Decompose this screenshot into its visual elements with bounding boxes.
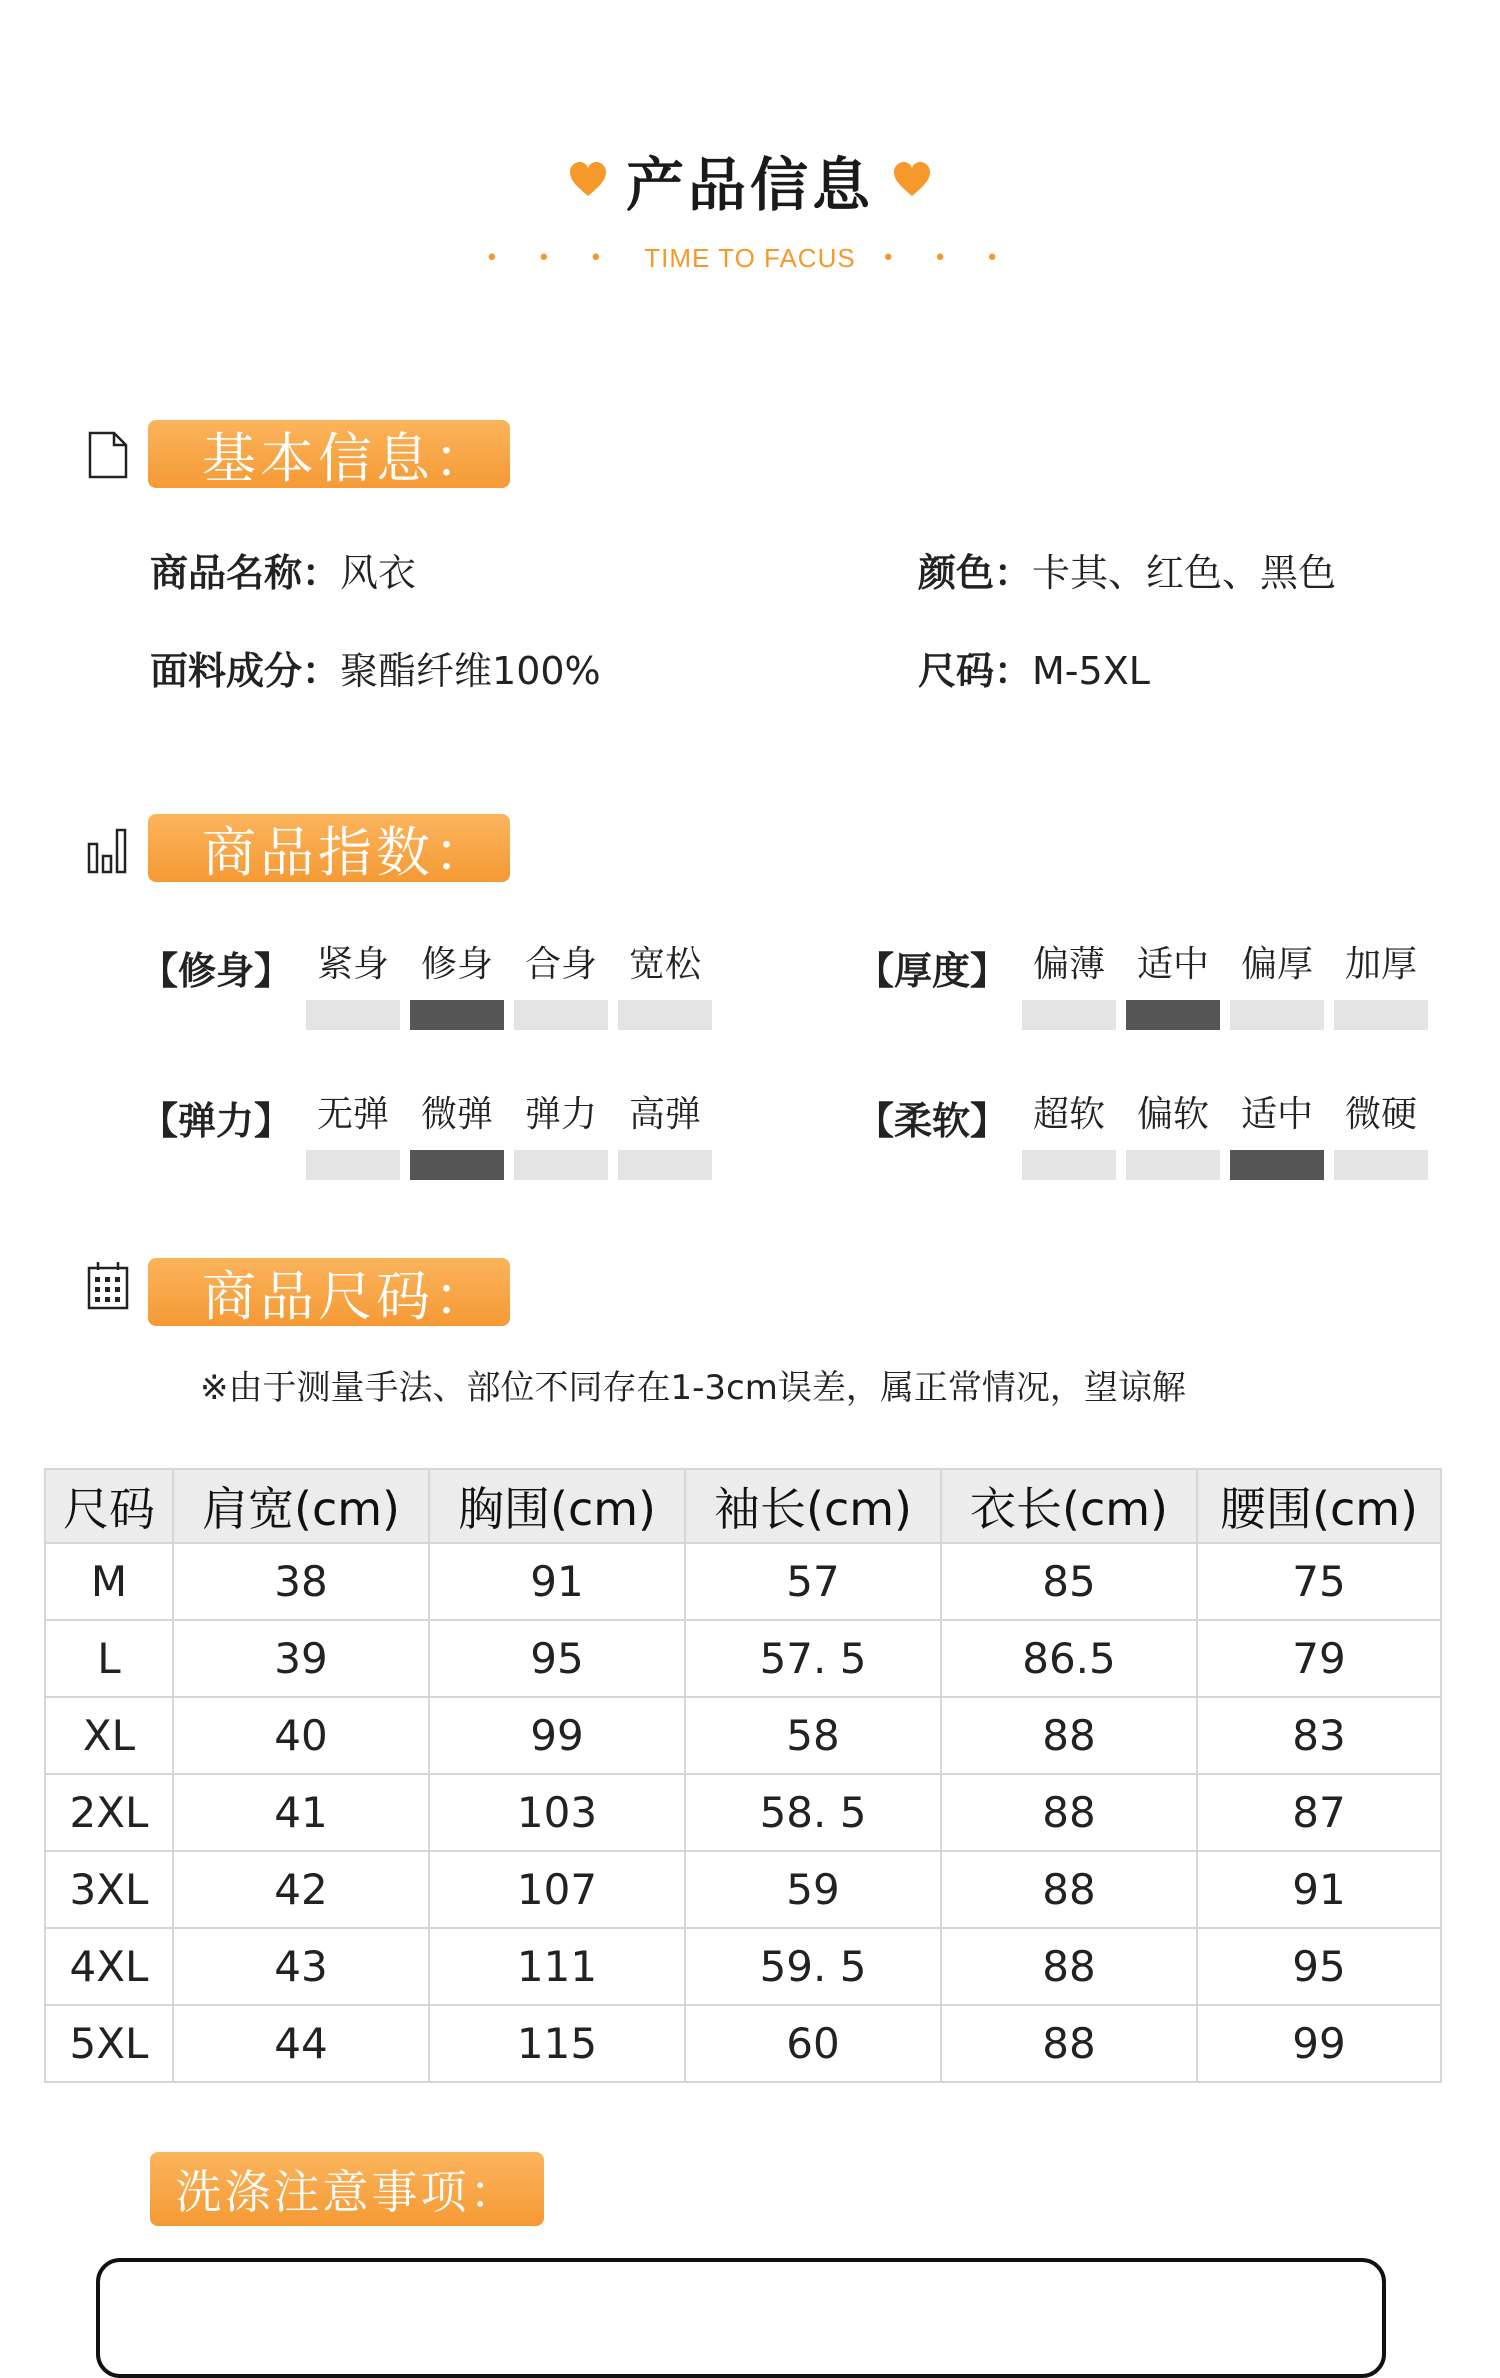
size-table-header-cell: 肩宽(cm) [173,1469,429,1543]
size-cell: 2XL [45,1774,173,1851]
index-option: 超软 [1032,1094,1105,1135]
index-bar-selected [1230,1150,1324,1180]
size-table-header [45,1469,1441,1543]
product-size-range [918,640,1150,695]
table-row [45,1620,1441,1697]
measurement-cell: 115 [429,2005,685,2082]
heart-icon [892,160,932,200]
section-title-index: 商品指数： [148,814,510,882]
index-option: 无弹 [316,1094,389,1135]
measurement-cell: 59 [685,1851,941,1928]
size-table-header-cell: 尺码 [45,1469,173,1543]
index-bar [1126,1150,1220,1180]
index-option: 适中 [1136,944,1209,985]
product-fabric-label: 面料成分： [150,649,341,693]
table-row [45,2005,1441,2082]
measurement-cell: 85 [941,1543,1197,1620]
index-bar [1334,1150,1428,1180]
index-bar [1022,1150,1116,1180]
size-table-header-cell: 腰围(cm) [1197,1469,1441,1543]
product-color [918,542,1336,597]
measurement-cell: 43 [173,1928,429,2005]
index-bar [1334,1000,1428,1030]
measurement-cell: 88 [941,1851,1197,1928]
measurement-cell: 79 [1197,1620,1441,1697]
measurement-cell: 59. 5 [685,1928,941,2005]
index-option: 合身 [524,944,597,985]
measurement-cell: 99 [429,1697,685,1774]
measurement-cell: 41 [173,1774,429,1851]
table-row [45,1851,1441,1928]
size-note: ※由于测量手法、部位不同存在1-3cm误差，属正常情况，望谅解 [200,1368,1186,1408]
section-title-wash: 洗涤注意事项： [150,2152,544,2226]
product-name-label: 商品名称： [150,551,341,595]
decorative-dots: • • • [485,245,619,271]
measurement-cell: 107 [429,1851,685,1928]
index-option: 微硬 [1344,1094,1417,1135]
wash-instructions-box [96,2258,1386,2378]
measurement-cell: 91 [429,1543,685,1620]
measurement-cell: 86.5 [941,1620,1197,1697]
index-option: 宽松 [628,944,701,985]
index-bar [618,1150,712,1180]
index-bar [1230,1000,1324,1030]
measurement-cell: 44 [173,2005,429,2082]
index-bar-selected [410,1150,504,1180]
decorative-dots: • • • [881,245,1015,271]
table-row [45,1928,1441,2005]
measurement-cell: 91 [1197,1851,1441,1928]
table-row [45,1543,1441,1620]
index-label: 【修身】 [140,949,293,993]
size-cell: M [45,1543,173,1620]
index-option: 适中 [1240,1094,1313,1135]
product-size-label: 尺码： [918,649,1033,693]
index-label: 【厚度】 [856,949,1009,993]
measurement-cell: 83 [1197,1697,1441,1774]
measurement-cell: 39 [173,1620,429,1697]
index-option: 偏薄 [1032,944,1105,985]
index-option: 微弹 [420,1094,493,1135]
size-cell: 5XL [45,2005,173,2082]
size-table [44,1468,1442,2083]
product-fabric-value: 聚酯纤维100% [340,649,601,693]
product-name [150,542,416,597]
index-bar [306,1150,400,1180]
index-option: 修身 [420,944,493,985]
measurement-cell: 58. 5 [685,1774,941,1851]
measurement-cell: 88 [941,1774,1197,1851]
page-header [0,140,1500,220]
product-color-value: 卡其、红色、黑色 [1032,551,1337,595]
measurement-cell: 99 [1197,2005,1441,2082]
product-name-value: 风衣 [340,551,417,595]
measurement-cell: 57. 5 [685,1620,941,1697]
index-bar [618,1000,712,1030]
page-subtitle: TIME TO FACUS [644,242,856,273]
measurement-cell: 60 [685,2005,941,2082]
table-row [45,1697,1441,1774]
index-label: 【柔软】 [856,1099,1009,1143]
measurement-cell: 87 [1197,1774,1441,1851]
measurement-cell: 95 [429,1620,685,1697]
index-option: 紧身 [316,944,389,985]
section-title-basic: 基本信息： [148,420,510,488]
product-color-label: 颜色： [918,551,1033,595]
size-table-header-cell: 胸围(cm) [429,1469,685,1543]
measurement-cell: 75 [1197,1543,1441,1620]
index-option: 高弹 [628,1094,701,1135]
size-table-body [45,1543,1441,2082]
size-table-header-cell: 袖长(cm) [685,1469,941,1543]
index-bar [514,1000,608,1030]
index-bar [1022,1000,1116,1030]
page-subtitle-row [0,238,1500,278]
measurement-cell: 88 [941,1697,1197,1774]
measurement-cell: 103 [429,1774,685,1851]
size-cell: L [45,1620,173,1697]
measurement-cell: 42 [173,1851,429,1928]
index-bar [306,1000,400,1030]
measurement-cell: 88 [941,2005,1197,2082]
table-row [45,1774,1441,1851]
product-size-value: M-5XL [1032,649,1150,693]
index-option: 偏软 [1136,1094,1209,1135]
measurement-cell: 111 [429,1928,685,2005]
index-bar [514,1150,608,1180]
index-option: 加厚 [1344,944,1417,985]
document-icon [86,430,130,480]
measurement-cell: 95 [1197,1928,1441,2005]
index-bar-selected [410,1000,504,1030]
index-label: 【弹力】 [140,1099,293,1143]
index-option: 弹力 [524,1094,597,1135]
size-cell: 3XL [45,1851,173,1928]
bar-chart-icon [86,826,130,876]
measurement-cell: 58 [685,1697,941,1774]
measurement-cell: 40 [173,1697,429,1774]
product-fabric [150,640,601,695]
size-cell: XL [45,1697,173,1774]
measurement-cell: 38 [173,1543,429,1620]
size-cell: 4XL [45,1928,173,2005]
measurement-cell: 57 [685,1543,941,1620]
section-title-size: 商品尺码： [148,1258,510,1326]
measurement-cell: 88 [941,1928,1197,2005]
index-bar-selected [1126,1000,1220,1030]
calendar-grid-icon [86,1260,130,1310]
page-title: 产品信息 [625,151,874,219]
index-option: 偏厚 [1240,944,1313,985]
size-table-header-cell: 衣长(cm) [941,1469,1197,1543]
heart-icon [568,160,608,200]
